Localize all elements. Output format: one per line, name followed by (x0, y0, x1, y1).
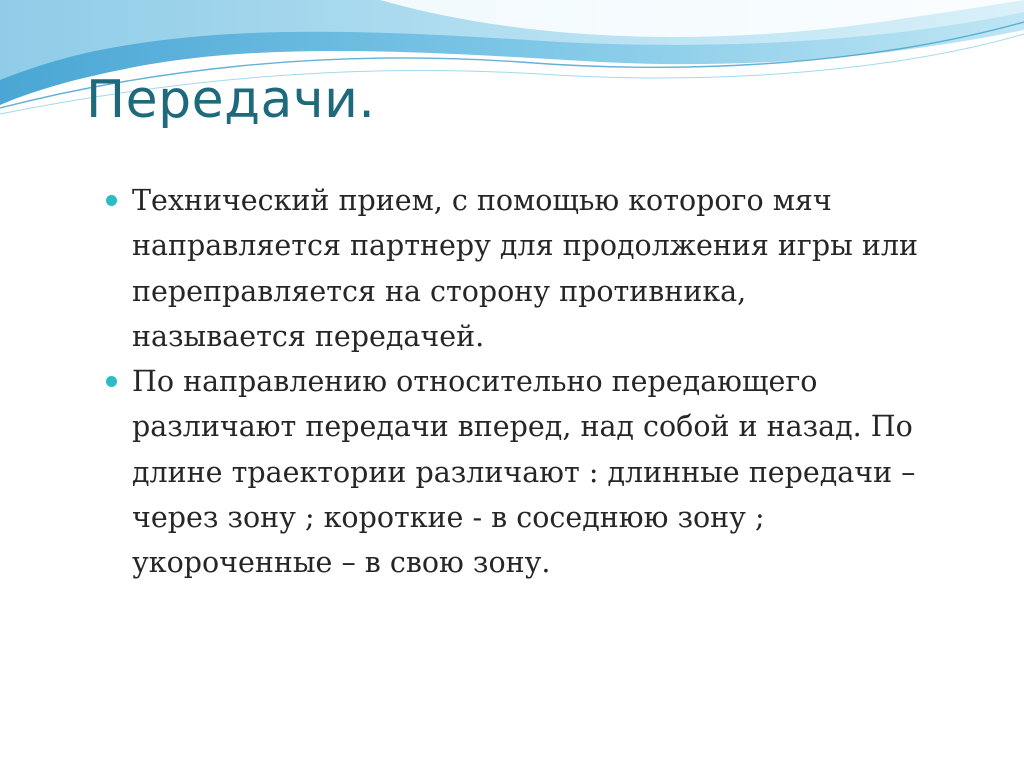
bullet-dot-icon (106, 376, 117, 387)
bullet-item (104, 359, 924, 585)
bullet-list (104, 178, 924, 586)
bullet-dot-icon (106, 195, 117, 206)
slide-title: Передачи. (86, 70, 376, 130)
bullet-text: По направлению относительно передающего различают передачи вперед, над собой и назад. По длине траектории различают : длинные передачи – через зону ; короткие - в соседнюю зону ; укороченные – в свою зону. (132, 365, 916, 580)
bullet-item (104, 178, 924, 359)
bullet-text: Технический прием, с помощью которого мяч направляется партнеру для продолжения игры или переправляется на сторону противника, называется передачей. (132, 184, 918, 353)
